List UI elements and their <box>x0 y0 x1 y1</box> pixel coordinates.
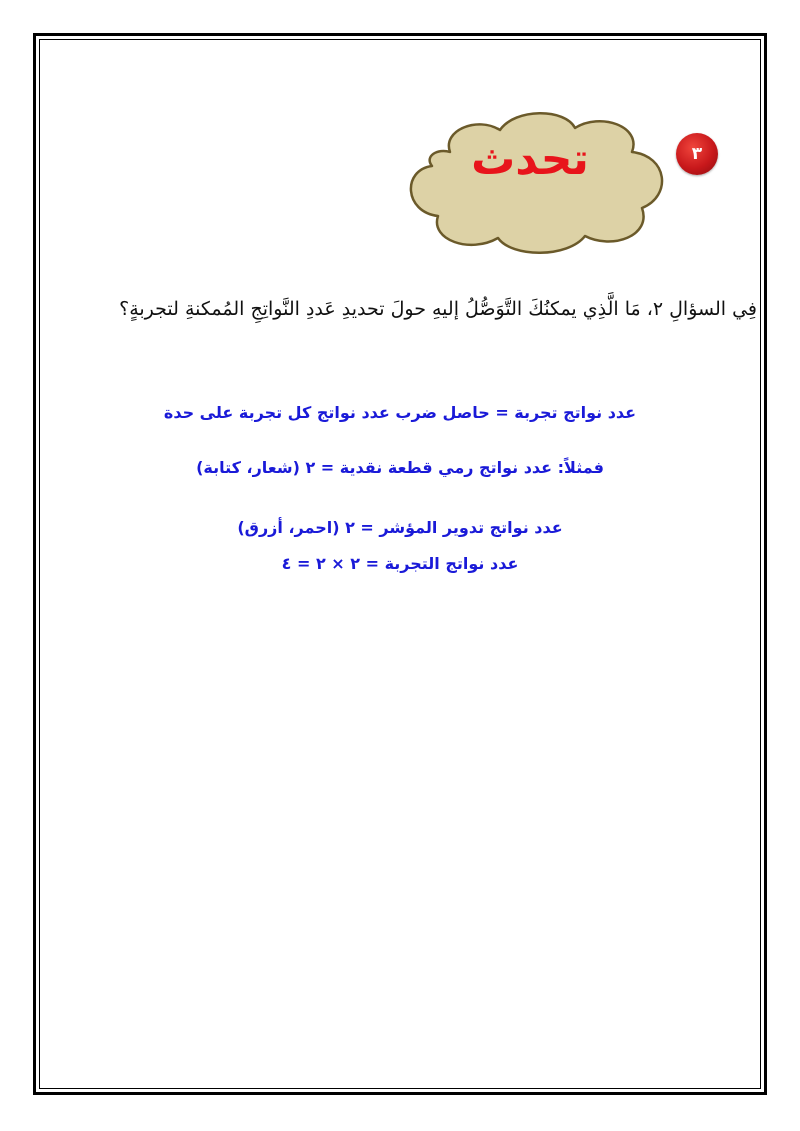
question-text: فِي السؤالِ ٢، مَا الَّذِي يمكنُكَ التَّوَصُّلُ إليهِ حولَ تحديدِ عَددِ النَّواتِجِ المُمكنةِ لتجربةٍ؟ <box>119 298 757 320</box>
answer-line-1: عدد نواتج تجربة = حاصل ضرب عدد نواتج كل تجربة على حدة <box>163 403 637 422</box>
answer-line-2: فمثلاً: عدد نواتج رمي قطعة نقدية = ٢ (شعار، كتابة) <box>196 458 604 477</box>
question-number: ٣ <box>691 144 703 164</box>
section-title: تحدث <box>471 134 589 185</box>
answer-line-4: عدد نواتج التجربة = ٢ × ٢ = ٤ <box>281 554 519 573</box>
title-cloud <box>380 100 680 260</box>
question-number-badge <box>676 133 718 175</box>
answer-line-3: عدد نواتج تدوير المؤشر = ٢ (احمر، أزرق) <box>237 518 563 537</box>
